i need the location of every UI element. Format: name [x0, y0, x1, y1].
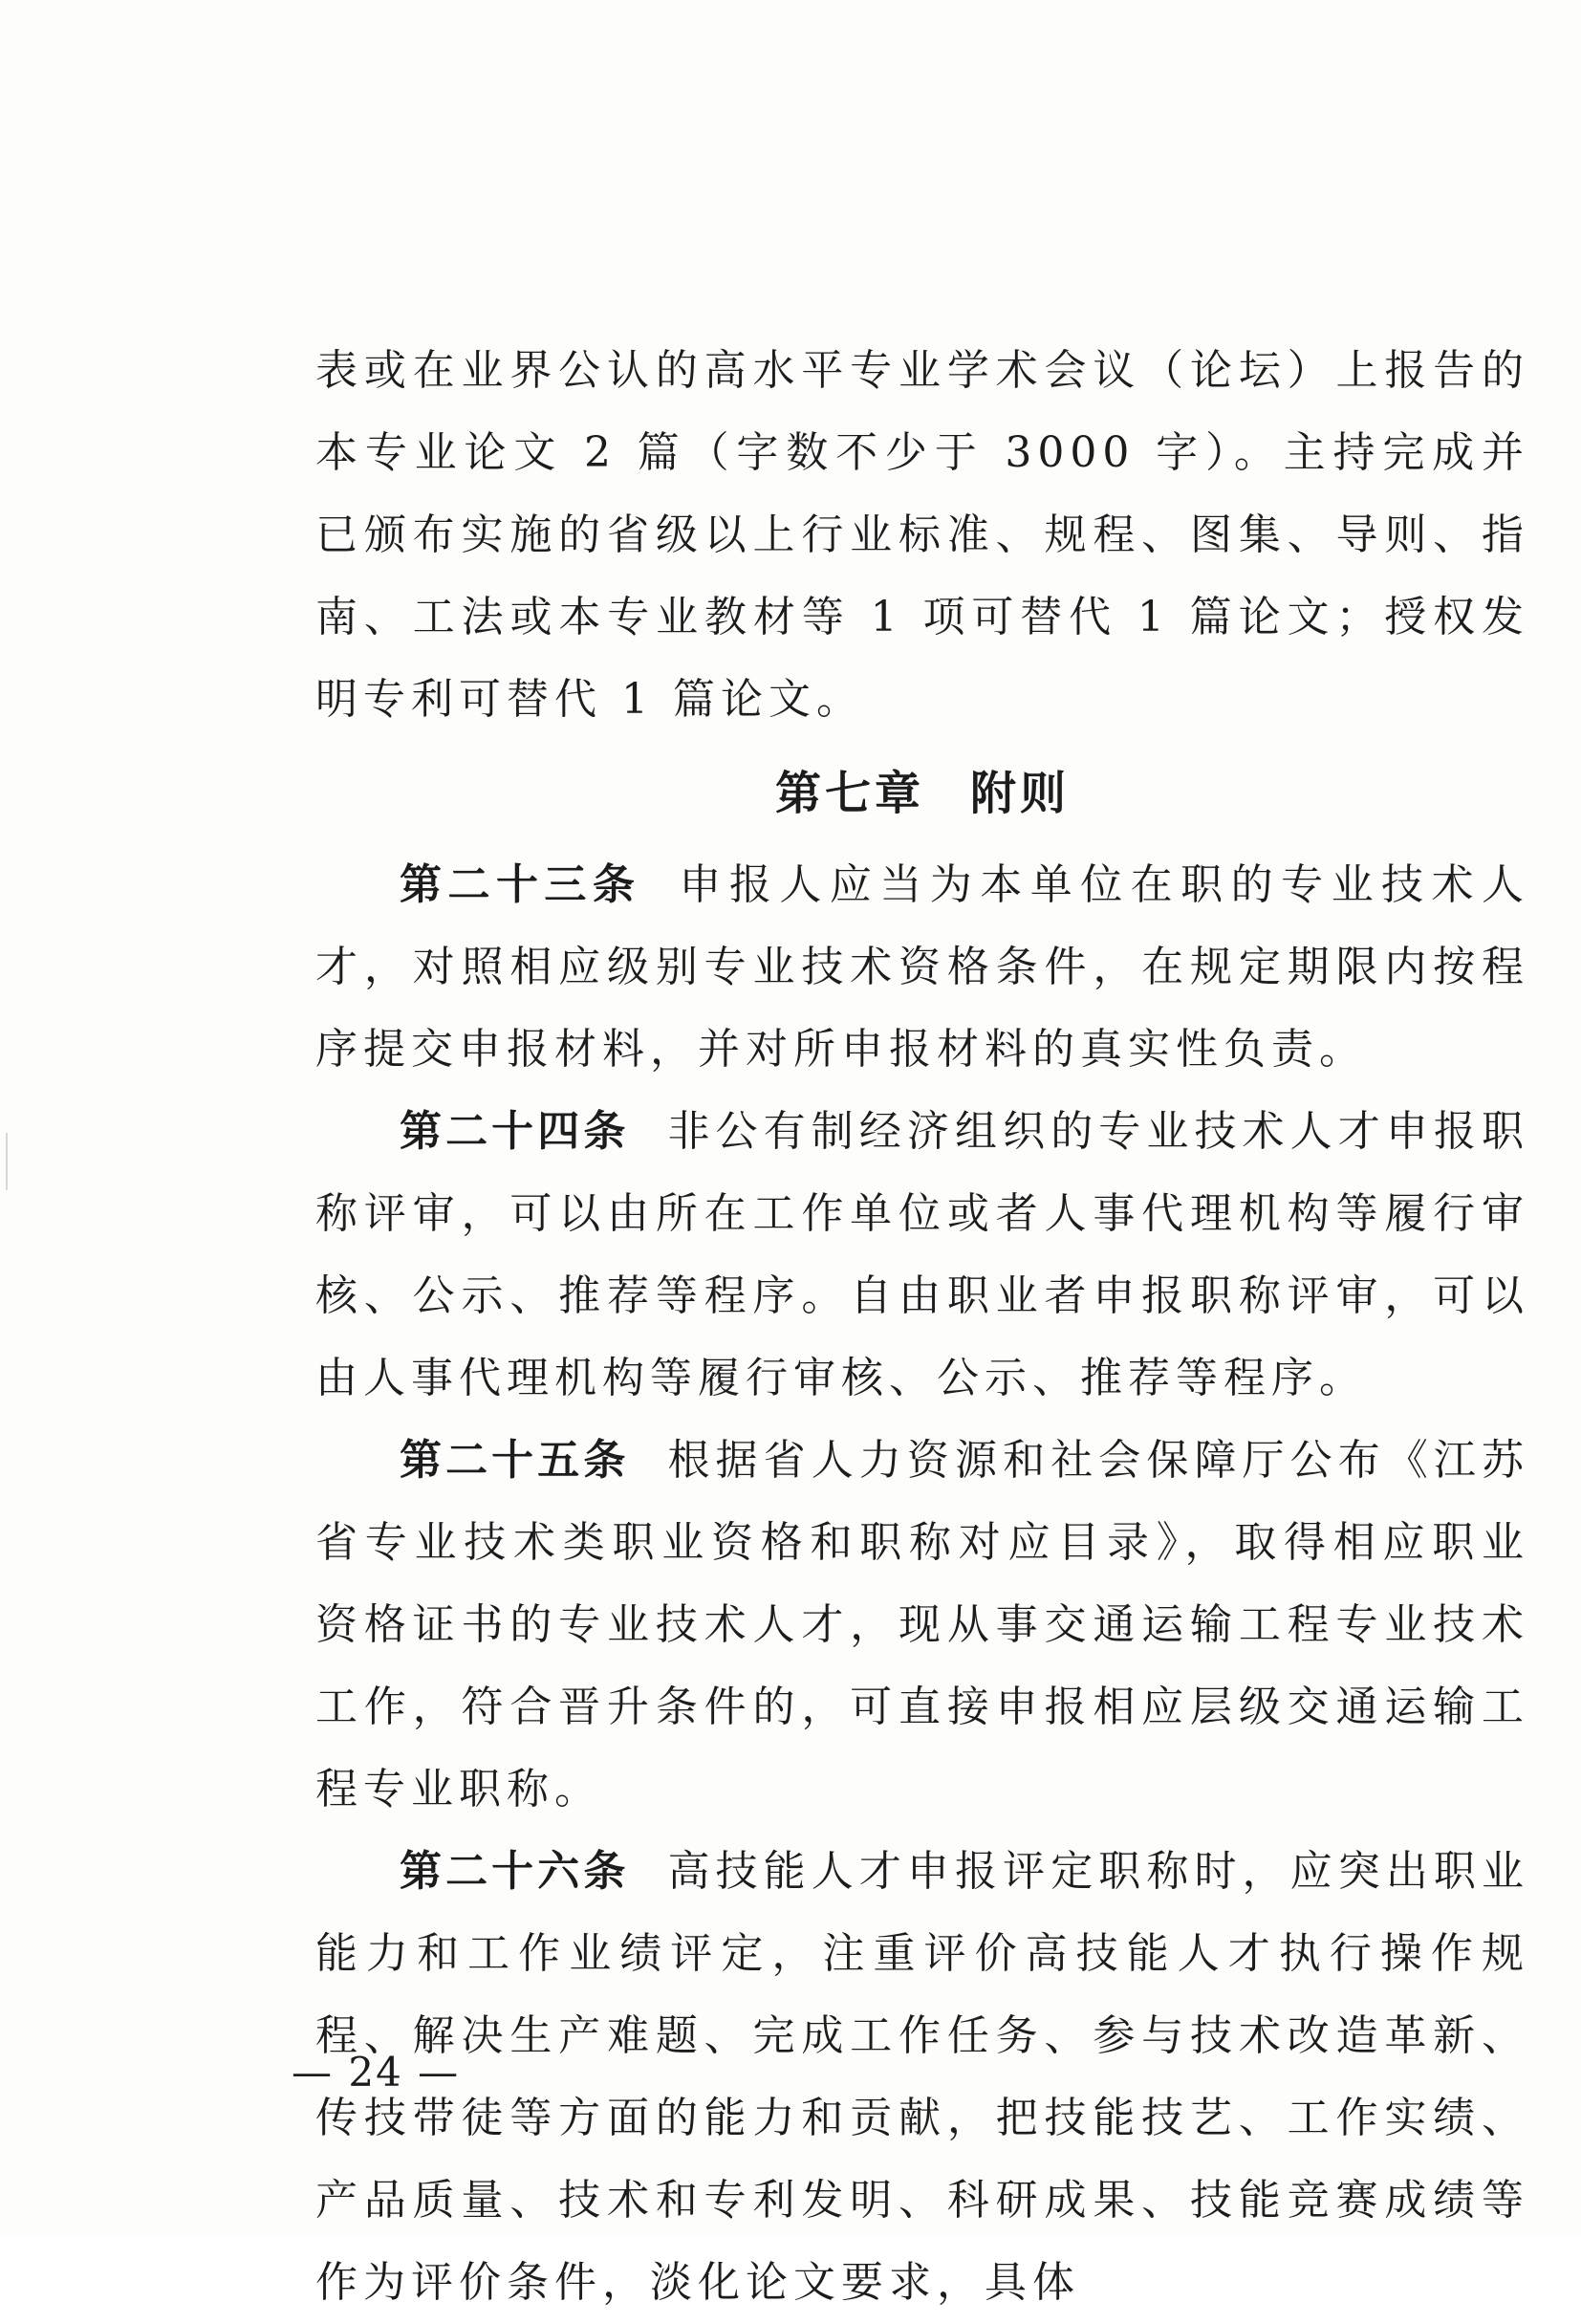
- chapter-heading: [315, 750, 1529, 836]
- document-body: [315, 330, 1529, 2324]
- article-label: 第二十三条: [400, 860, 641, 909]
- article-24: [315, 1091, 1529, 1420]
- chapter-number: 第七章: [774, 767, 924, 820]
- article-text: 根据省人力资源和社会保障厅公布《江苏省专业技术类职业资格和职称对应目录》，取得相应职业资格证书的专业技术人才，现从事交通运输工程专业技术工作，符合晋升条件的，可直接申报相应层级交通运输工程专业职称。: [315, 1436, 1530, 1814]
- article-text: 高技能人才申报评定职称时，应突出职业能力和工作业绩评定，注重评价高技能人才执行操作规程、解决生产难题、完成工作任务、参与技术改造革新、传技带徒等方面的能力和贡献，把技能技艺、工作实绩、产品质量、技术和专利发明、科研成果、技能竞赛成绩等作为评价条件，淡化论文要求，具体: [315, 1847, 1530, 2307]
- article-label: 第二十六条: [400, 1847, 630, 1896]
- article-label: 第二十五条: [400, 1436, 630, 1485]
- article-26: [315, 1831, 1529, 2324]
- article-text: 非公有制经济组织的专业技术人才申报职称评审，可以由所在工作单位或者人事代理机构等履行审核、公示、推荐等程序。自由职业者申报职称评审，可以由人事代理机构等履行审核、公示、推荐等程序。: [315, 1107, 1530, 1402]
- continuation-paragraph: 表或在业界公认的高水平专业学术会议（论坛）上报告的本专业论文 2 篇（字数不少于 3000 字）。主持完成并已颁布实施的省级以上行业标准、规程、图集、导则、指南、工法或本专业教材等 1 项可替代 1 篇论文；授权发明专利可替代 1 篇论文。: [315, 346, 1529, 724]
- page-number: — 24 —: [292, 2049, 461, 2096]
- article-25: [315, 1420, 1529, 1831]
- chapter-title: 附则: [970, 767, 1071, 820]
- article-label: 第二十四条: [400, 1107, 630, 1156]
- article-text: 申报人应当为本单位在职的专业技术人才，对照相应级别专业技术资格条件，在规定期限内按程序提交申报材料，并对所申报材料的真实性负责。: [315, 860, 1530, 1074]
- article-23: [315, 844, 1529, 1091]
- binding-mark: [6, 1133, 8, 1190]
